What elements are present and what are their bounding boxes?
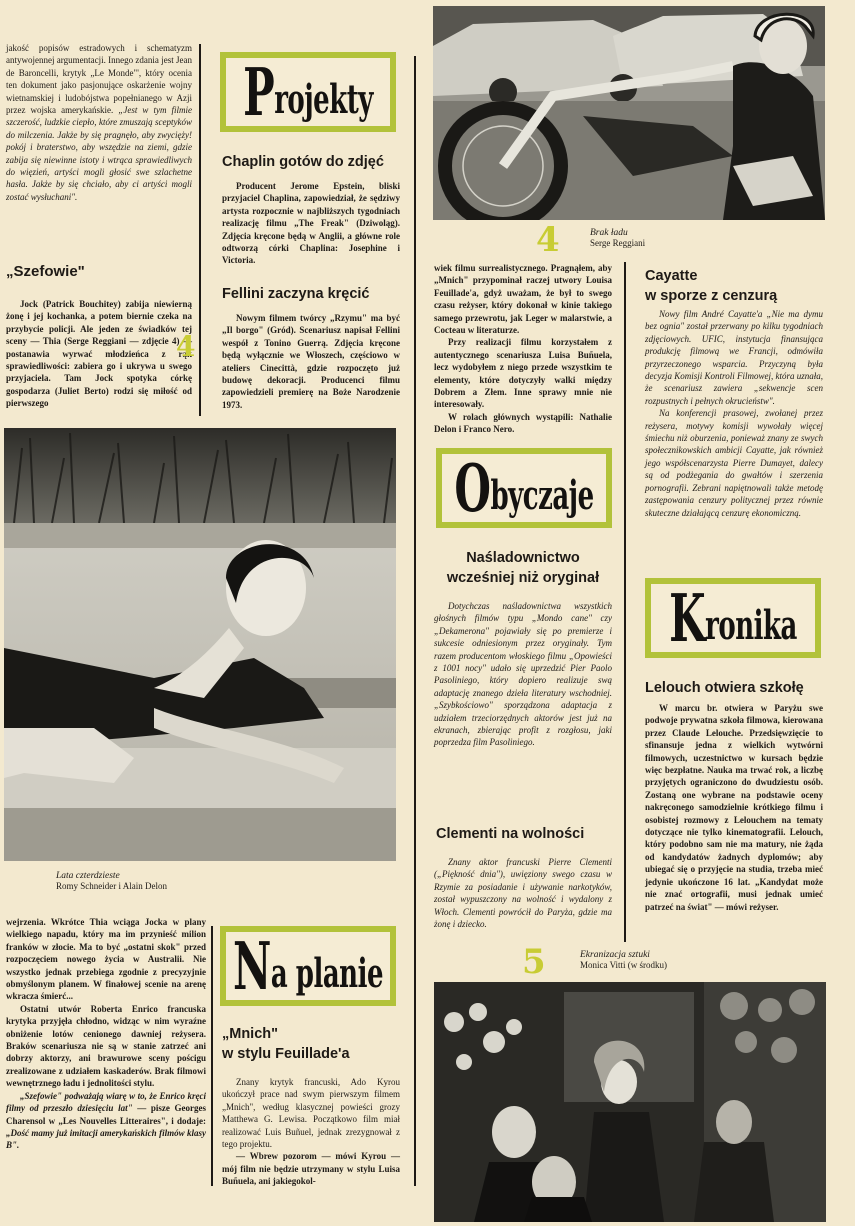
nasladownictwo-title [434,548,612,588]
section-kronika-initial: K [669,579,706,657]
photo-number-marker: 4 [176,330,196,363]
fellini-paragraph: Nowym filmem twórcy „Rzymu" ma być „Il borgo" (Gród). Scenariusz napisał Fellini wespół z Tonino Guerrą. Zdjęcia kręcone będą wyłącznie we Włoszech, częściowo w ateliers Cinecittà, gdzie rozpoczęto już budowę dekoracji. Producenci filmu zapowiedzieli premierę na Boże Narodzenie 1973. [222,313,400,410]
section-obyczaje-initial: O [454,449,491,527]
szefowie-body [6,298,192,410]
photo-5-illustration [434,982,826,1222]
section-kronika [645,578,821,658]
col1-attribution: — pisze Georges Charensol w „Les Nouvelles Litteraires", i dodaje: [6,1103,206,1126]
photo-4-illustration [433,6,825,220]
photo3-caption [56,871,276,891]
photo4-caption-name: Serge Reggiani [590,238,646,248]
section-na-planie [220,926,396,1006]
mnich-title-line2: w stylu Feuillade'a [222,1046,350,1062]
section-projekty-label [243,53,373,131]
photo4-caption-title: Brak ładu [590,228,628,238]
section-obyczaje [436,448,612,528]
section-obyczaje-rest: byczaje [490,472,594,520]
col3-top-p2: Przy realizacji filmu korzystałem z autentycznego scenariusza Luisa Buñuela, lecz wydobyłem z niego przede wszystkim te elementy, które dotyczyły walki między Dobrem a Złem. Inne sprawy mnie nie interesowały. [434,337,612,410]
lelouch-body [645,702,823,913]
chaplin-body [222,180,400,267]
section-projekty-rest: rojekty [274,76,373,124]
cayatte-title-line2: w sporze z cenzurą [645,288,778,304]
mnich-title-line1: „Mnich" [222,1026,279,1042]
lelouch-paragraph: W marcu br. otwiera w Paryżu swe podwoje prywatna szkoła filmowa, kierowana przez Claude Lelouche. Przedsięwzięcie to sfinansuje jedna z wielkich wytwórni filmowych, uczestnictwo w kursach będzie więc bezpłatne. Nauka ma trwać rok, a liczbę przyjętych ograniczono do dwudziestu osób. Zostaną one wybrane na podstawie oceny nakręconego samodzielnie krótkiego filmu i osobistej rozmowy z Lelouchem na tematy dotyczące nie tylko kinematografii. Lelouch, który podobno sam nie ma matury, nie żąda od kandydatów żadnych dyplomów; aby ubiegać się o przyjęcie na studia, trzeba mieć jedynie ukończone 16 lat. „Kandydat może nie znać ortografii, musi jednak umieć patrzeć na świat" — mówi reżyser. [645,703,823,912]
col1-top-quote: „Jest w tym filmie szczerość, ludzkie ciepło, które zmuszają sceptyków do milczenia. Jakże by się pragnęło, aby zwycięży! pokój i braterstwo, aby wszędzie na ziemi, gdzie zabija się niewinne istoty i wtrąca sprawiedliwych do więzień, artyści mogli głosić swe szlachetne hasła. Jakże by się chciało, aby ci artyści mogli zostać wysłuchani". [6,105,192,202]
section-na-planie-rest: a planie [270,950,383,998]
section-na-planie-initial: N [232,927,271,1005]
photo5-caption-name: Monica Vitti (w środku) [580,960,668,970]
nasladownictwo-title-line2: wcześniej niż oryginał [446,570,600,586]
clementi-body [434,856,612,930]
photo-romy-schneider-alain-delon [4,428,396,861]
mnich-paragraph: Znany krytyk francuski, Ado Kyrou ukończył prace nad swym pierwszym filmem „Mnich", według klasycznej powieści grozy Matthewa G. Lewisa. Początkowo film miał realizować Luis Buñuel, jednak zrezygnował z tego projektu. [222,1077,400,1150]
column-rule [414,56,416,1186]
col1-bottom-p3 [6,1090,206,1152]
photo3-caption-names: Romy Schneider i Alain Delon [56,881,167,891]
cayatte-paragraph-1: Nowy film André Cayatte'a „Nie ma dymu bez ognia" został przerwany po kilku tygodniach zdjęciowych. UFIC, instytucja finansująca produkcję filmową we Francji, odmówiła przyrzeczonego wsparcia. Przyczyną była decyzja Komisji Kontroli Filmowej, która uznała, że scenariusz zawiera „sekwencje scen rozpustnych i pełnych okrucieństw". [645,309,823,406]
nasladownictwo-body [434,600,612,749]
cayatte-body [645,308,823,519]
photo-serge-reggiani-motorbike [433,6,825,220]
photo-3-illustration [4,428,396,861]
col1-quote-1: „Szefowie" podważają wiarę w to, że Enrico kręci filmy od przeszło dziesięciu lat" [6,1090,206,1114]
nasladownictwo-title-line1: Naśladownictwo [466,550,580,566]
photo5-caption [580,950,740,970]
section-kronika-rest: ronika [705,602,797,650]
clementi-paragraph: Znany aktor francuski Pierre Clementi („Piękność dnia"), uwięziony swego czasu w Rzymie za posiadanie i używanie narkotyków, został wypuszczony na wolność i wydalony z Włoch. Clementi powrócił do Paryża, gdzie ma żonę i dziecko. [434,857,612,930]
col1-bottom-p2: Ostatni utwór Roberta Enrico francuska krytyka przyjęła chłodno, widząc w nim wyraźne obniżenie lotów cenionego dawniej reżysera. Braków scenariusza nie są w stanie zatrzeć ani dobrzy aktorzy, ani brawurowe sceny pościgu zrealizowane z udziałem kaskaderów. Brak filmowi wewnętrznego ładu i jednolitości stylu. [6,1003,206,1089]
col3-top-p1: wiek filmu surrealistycznego. Pragnąłem, aby „Mnich" przypominał raczej utwory Louisa Feuillade'a, gdyż uważam, że był to swego czasu reżyser, który dokonał w kinie takiego samego przewrotu, jak Leger w malarstwie, a Cocteau w literaturze. [434,263,612,336]
mnich-quote: — Wbrew pozorom — mówi Kyrou — mój film nie będzie utrzymany w stylu Luisa Buñuela, ani jakiegokol- [222,1151,400,1187]
col1-bottom-p1: wejrzenia. Wkrótce Thia wciąga Jocka w plany wielkiego napadu, który ma im przynieść milion franków w złocie. Ma to być „ostatni skok" przed rozpoczęciem nowego życia w Australii. Nie wszystko jednak przebiega zgodnie z precyzyjnie obmyślonym planem. W finałowej scenie na arenę wkracza śmierć... [6,917,206,1002]
szefowie-title: „Szefowie" [6,263,85,280]
section-projekty-initial: P [243,53,275,131]
section-kronika-label [669,579,797,657]
lelouch-title: Lelouch otwiera szkołę [645,680,804,696]
col1-top-plain: jakość popisów estradowych i schematyzm antywojennej argumentacji. Innego zdania jest Jean de Baroncelli, krytyk „Le Monde"', który ocenia ten dokument jako pasjonujące oskarżenie wojny wietnamskiej i ludobójstwa popełnianego w Azji przez wojska amerykańskie. [6,43,192,116]
column-rule [211,926,213,1186]
photo5-caption-title: Ekranizacja sztuki [580,950,650,960]
col1-quote-2: „Dość mamy już imitacji amerykańskich filmów klasy B". [6,1127,206,1151]
col1-top-text [6,42,192,203]
col3-top-text [434,262,612,436]
cayatte-title [645,266,825,306]
col3-top-p3: W rolach głównych wystąpili: Nathalie Delon i Franco Nero. [434,411,612,435]
col1-bottom-text [6,916,206,1152]
photo4-caption [590,228,740,248]
column-rule [199,44,201,416]
cayatte-title-line1: Cayatte [645,268,698,284]
section-obyczaje-label [454,449,594,527]
szefowie-paragraph: Jock (Patrick Bouchitey) zabija niewierną żonę i jej kochanka, a potem biernie czeka na przybycie policji. Ale jeden ze świadków tej sceny — Thia (Serge Reggiani — zdjęcie 4) — postanawia wyrwać młodzieńca z rąk sprawiedliwości: zabiera go i ukrywa u swego przyjaciela. Tam Jock spotyka córkę gospodarza (Juliet Berto) rodzi się miłość od pierwszego [6,299,192,409]
cayatte-paragraph-2: Na konferencji prasowej, zwołanej przez reżysera, motywy komisji wywołały więcej śmiechu niż oburzenia, ponieważ znany ze swych społecznikowskich ambicji Cayatte, jak również jego współscenarzysta Pierre Dumayet, dalecy są od podżegania do gwałtów i szerzenia pornografii. Zebrani napiętnowali także metodę zastępowania cenzury politycznej przez równie skuteczne działającą cenzurę ekonomiczną. [645,408,823,518]
chaplin-paragraph: Producent Jerome Epstein, bliski przyjaciel Chaplina, zapowiedział, że sędziwy artysta rozpocznie w najbliższych tygodniach realizację filmu „The Freak" (Dziwoląg). Zdjęcia kręcone będą w Anglii, a główne role odtworzą córki Chaplina: Josephine i Victoria. [222,181,400,266]
photo4-number: 4 [536,220,560,260]
column-rule [624,262,626,942]
section-projekty [220,52,396,132]
photo-monica-vitti [434,982,826,1222]
photo5-number: 5 [522,942,546,982]
fellini-body [222,312,400,411]
clementi-title: Clementi na wolności [436,826,585,842]
section-na-planie-label [232,927,383,1005]
chaplin-title: Chaplin gotów do zdjęć [222,154,384,170]
photo3-caption-title: Lata czterdzieste [56,871,120,881]
mnich-body [222,1076,400,1188]
fellini-title: Fellini zaczyna kręcić [222,286,370,302]
mnich-title [222,1024,402,1064]
nasladownictwo-paragraph: Dotychczas naśladownictwa wszystkich głośnych filmów typu „Mondo cane" czy „Dekamerona" pojawiały się po premierze i sukcesie odniesionym przez oryginały. Tym razem producentom włoskiego filmu „Opowieści z 1001 nocy" udało się uprzedzić Pier Paolo Pasoliniego, który dopiero realizuje swą adaptację znanego dzieła literatury wschodniej. „Szybkościowo" sporządzona adaptacja z udziałem trzeciorzędnych aktorów jest już na ekranach, zbierając profit z rozgłosu, jaki poprzedza film Pasoliniego. [434,601,612,748]
